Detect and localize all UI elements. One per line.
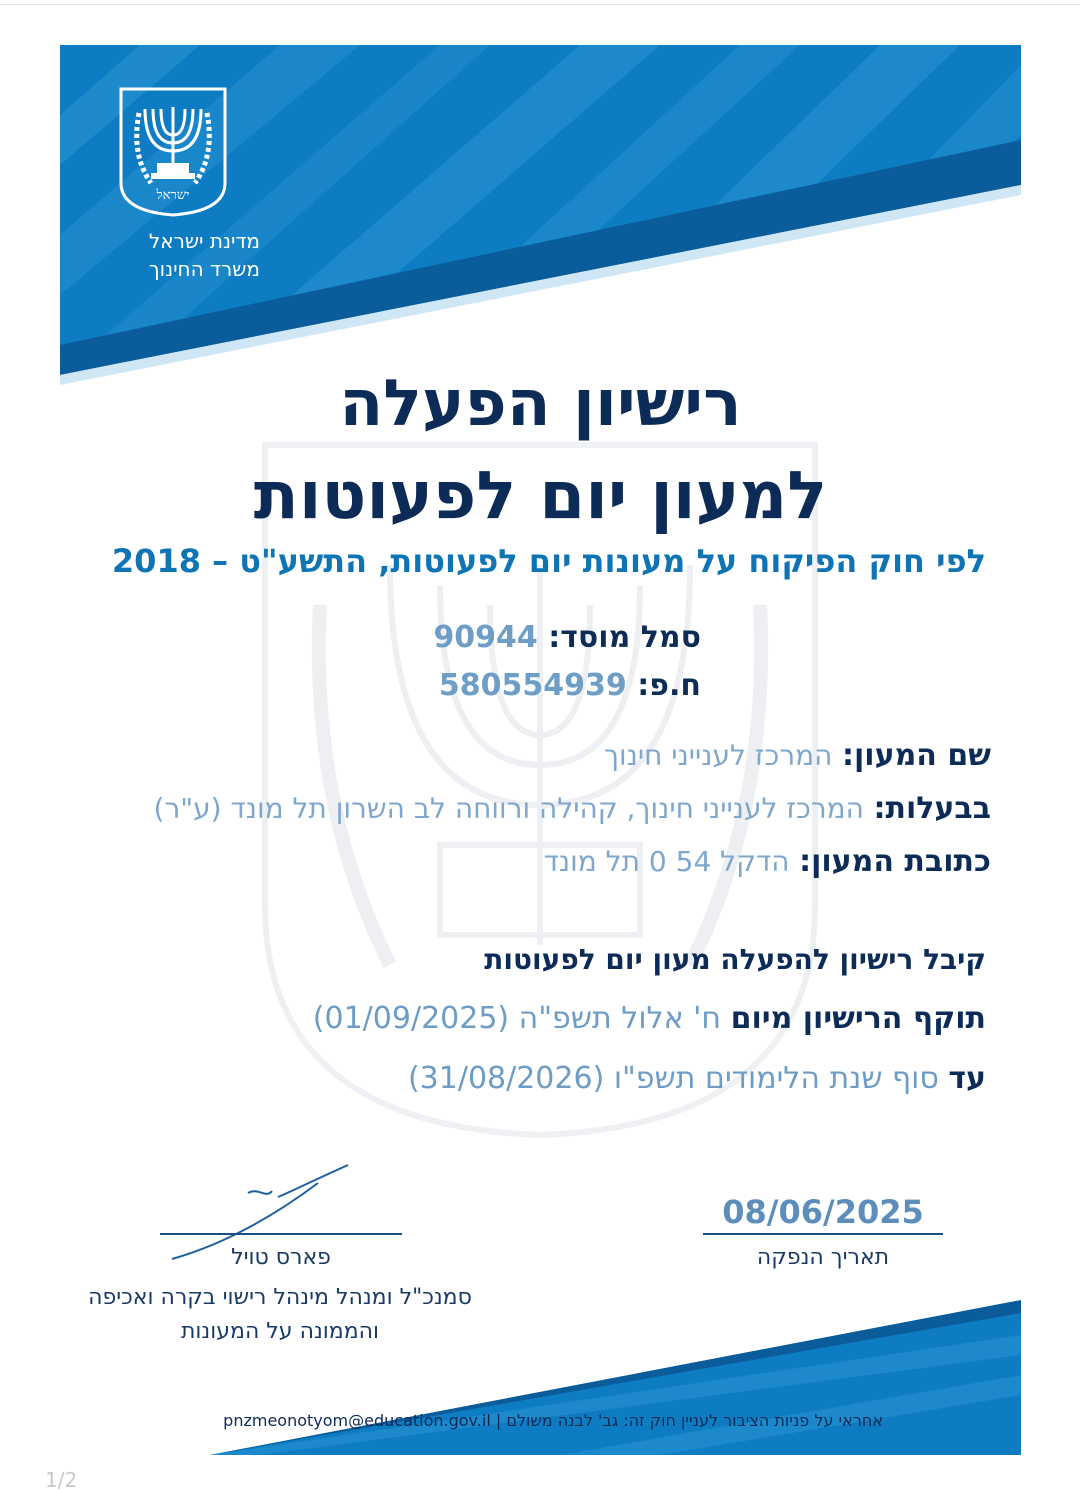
daycare-name-label: שם המעון: [842,738,991,773]
footer-separator: | [495,1411,502,1430]
institution-code-value: 90944 [433,620,538,655]
top-divider [0,4,1080,5]
org-line2: משרד החינוך [148,257,260,281]
signatory-role-line1: סמנכ"ל ומנהל מינהל רישוי בקרה ואכיפה [88,1285,472,1310]
footer-text: אחראי על פניות הציבור לעניין חוק זה: גב' לבנה משולם [506,1411,883,1430]
state-emblem-icon [117,85,229,219]
signatory-role-line2: והממונה על המעונות [180,1319,380,1344]
emblem-caption: ישראל [156,188,190,203]
signatory-name: פארס טויל [231,1245,331,1270]
signature-line [160,1233,402,1235]
page-indicator: 1/2 [45,1468,78,1492]
ministry-heading [100,227,260,283]
license-until-row [86,1061,986,1096]
daycare-name-value: המרכז לענייני חינוך [603,739,833,772]
institution-code-row [201,620,701,655]
issue-date: 08/06/2025 [722,1193,924,1231]
license-received-text: קיבל רישיון להפעלה מעון יום לפעוטות [484,943,986,976]
license-validity-value: ח' אלול תשפ"ה (01/09/2025) [312,1001,722,1036]
owner-label: בבעלות: [873,791,991,826]
footer-contact [63,1411,883,1430]
signatory-role [60,1281,500,1349]
issue-date-line [703,1233,943,1235]
daycare-name-row [61,738,991,773]
page-title-line1: רישיון הפעלה [339,367,742,441]
license-received-row [86,943,986,976]
license-document [60,45,1021,1455]
page-title-line2: למעון יום לפעוטות [253,457,828,534]
license-until-label: עד [948,1061,986,1096]
footer-email[interactable]: pnzmeonotyom@education.gov.il [223,1411,491,1430]
company-number-row [201,668,701,703]
company-number-value: 580554939 [438,668,627,703]
institution-code-label: סמל מוסד: [548,620,701,655]
address-label: כתובת המעון: [799,844,991,879]
law-subtitle: לפי חוק הפיקוח על מעונות יום לפעוטות, התשע"ט – 2018 [111,542,986,580]
license-until-value: סוף שנת הלימודים תשפ"ו (31/08/2026) [407,1061,939,1096]
org-line1: מדינת ישראל [148,229,260,253]
license-validity-row [86,1001,986,1036]
owner-value: המרכז לענייני חינוך, קהילה ורווחה לב השרון תל מונד (ע"ר) [153,792,864,825]
owner-row [61,791,991,826]
issue-date-label: תאריך הנפקה [756,1245,890,1270]
license-validity-label: תוקף הרישיון מיום [730,1001,986,1036]
address-row [61,844,991,879]
company-number-label: ח.פ: [637,668,701,703]
address-value: הדקל 54 0 תל מונד [543,845,790,878]
